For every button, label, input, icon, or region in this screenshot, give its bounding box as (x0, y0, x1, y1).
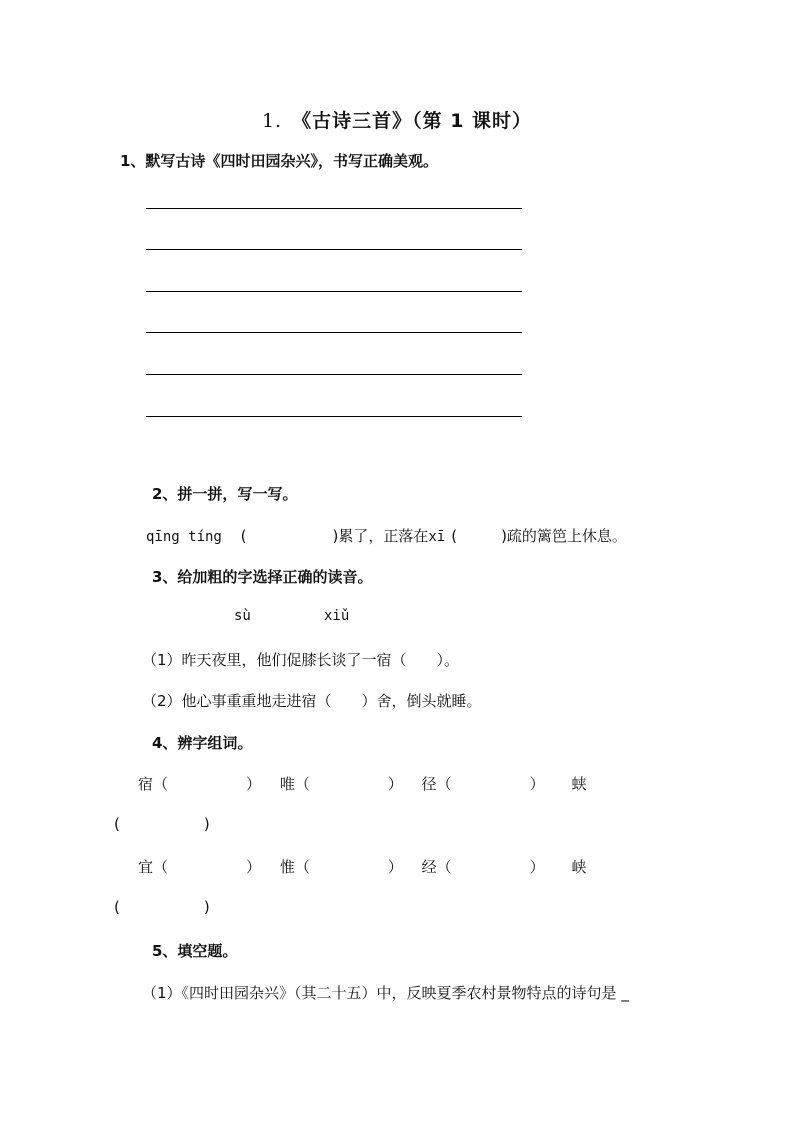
paren-close: ） (387, 858, 403, 876)
question-3-heading: 3、给加粗的字选择正确的读音。 (152, 568, 373, 586)
word-group-row-2 (138, 856, 586, 877)
title-text: 《古诗三首》（第 1 课时） (292, 110, 533, 132)
sentence-part-1: )累了，正落在 (332, 527, 429, 545)
char-jing2: 经（ (421, 858, 452, 876)
paren-close: ） (529, 858, 545, 876)
char-yi: 宜（ (138, 858, 169, 876)
writing-line-2[interactable] (146, 249, 522, 250)
question-1-heading: 1、默写古诗《四时田园杂兴》，书写正确美观。 (120, 152, 438, 170)
char-xia: 峡 (571, 858, 587, 876)
question-2-sentence (146, 525, 627, 546)
paren-open-1: ( (240, 527, 247, 545)
question-5-item-1: （1）《四时田园杂兴》（其二十五）中，反映夏季农村景物特点的诗句是 _ (142, 984, 629, 1002)
pinyin-option-su: sù (234, 608, 251, 624)
paren-open: ( (114, 898, 120, 916)
char-jia: 蛱 (571, 775, 587, 793)
title-number: 1. (261, 110, 283, 132)
paren-open: ( (114, 815, 120, 833)
page-title (0, 106, 794, 133)
paren-close: ) (203, 815, 210, 833)
paren-close: ） (246, 858, 262, 876)
pinyin-xi: xī (428, 529, 446, 545)
paren-open-2: ( (451, 527, 458, 545)
char-jing: 径（ (421, 775, 452, 793)
sentence-part-2: )疏的篱笆上休息。 (501, 527, 627, 545)
paren-close: ） (387, 775, 403, 793)
question-2-heading: 2、拼一拼，写一写。 (152, 485, 298, 503)
pinyin-option-xiu: xiǔ (324, 608, 350, 624)
word-group-row-1 (138, 773, 586, 794)
char-wei2: 惟（ (279, 858, 310, 876)
paren-close: ) (203, 898, 210, 916)
pinyin-qingting: qīng tíng (146, 529, 222, 545)
writing-line-1[interactable] (146, 208, 522, 209)
paren-close: ） (246, 775, 262, 793)
question-3-item-2: （2）他心事重重地走进宿（ ）舍，倒头就睡。 (142, 692, 482, 710)
writing-line-6[interactable] (146, 416, 522, 417)
question-3-item-1: （1）昨天夜里，他们促膝长谈了一宿（ ）。 (142, 651, 460, 669)
question-4-heading: 4、辨字组词。 (152, 734, 253, 752)
char-su: 宿（ (138, 775, 169, 793)
writing-line-3[interactable] (146, 291, 522, 292)
char-wei: 唯（ (279, 775, 310, 793)
writing-line-4[interactable] (146, 332, 522, 333)
word-group-row-2-cont (114, 898, 210, 916)
question-5-heading: 5、填空题。 (152, 942, 238, 960)
writing-line-5[interactable] (146, 374, 522, 375)
word-group-row-1-cont (114, 815, 210, 833)
paren-close: ） (529, 775, 545, 793)
